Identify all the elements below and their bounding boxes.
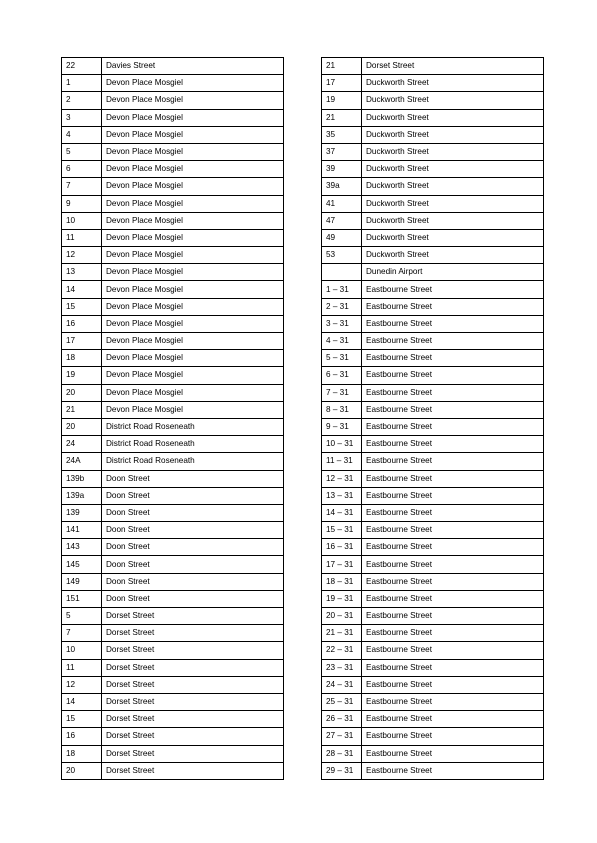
street-name-cell: Dorset Street	[102, 625, 284, 642]
street-number-cell: 12	[62, 676, 102, 693]
street-name-cell: Eastbourne Street	[362, 487, 544, 504]
street-name-cell: Eastbourne Street	[362, 453, 544, 470]
street-number-cell: 5	[62, 608, 102, 625]
table-row	[62, 75, 284, 92]
street-number-cell: 21	[62, 401, 102, 418]
table-row	[62, 229, 284, 246]
table-row	[62, 711, 284, 728]
street-name-cell: Devon Place Mosgiel	[102, 143, 284, 160]
street-name-cell: Eastbourne Street	[362, 522, 544, 539]
street-name-cell: Dorset Street	[102, 642, 284, 659]
right-table-body	[322, 58, 544, 780]
street-name-cell: Devon Place Mosgiel	[102, 384, 284, 401]
table-row	[322, 608, 544, 625]
street-name-cell: Doon Street	[102, 470, 284, 487]
table-row	[322, 436, 544, 453]
street-number-cell: 16	[62, 315, 102, 332]
street-number-cell: 2	[62, 92, 102, 109]
street-name-cell: District Road Roseneath	[102, 453, 284, 470]
street-number-cell: 19	[62, 367, 102, 384]
street-name-cell: Doon Street	[102, 556, 284, 573]
left-address-table	[61, 57, 284, 780]
table-row	[322, 573, 544, 590]
street-number-cell: 15	[62, 298, 102, 315]
street-number-cell: 12 – 31	[322, 470, 362, 487]
table-row	[322, 333, 544, 350]
street-number-cell: 7	[62, 178, 102, 195]
table-row	[62, 264, 284, 281]
table-row	[322, 745, 544, 762]
table-row	[62, 556, 284, 573]
street-name-cell: Eastbourne Street	[362, 608, 544, 625]
table-row	[62, 676, 284, 693]
street-name-cell: Eastbourne Street	[362, 625, 544, 642]
street-name-cell: Eastbourne Street	[362, 504, 544, 521]
street-number-cell: 14 – 31	[322, 504, 362, 521]
table-row	[322, 693, 544, 710]
street-number-cell: 26 – 31	[322, 711, 362, 728]
table-row	[322, 711, 544, 728]
street-number-cell: 20	[62, 418, 102, 435]
street-name-cell: Devon Place Mosgiel	[102, 401, 284, 418]
table-row	[322, 367, 544, 384]
street-name-cell: Eastbourne Street	[362, 384, 544, 401]
street-name-cell: Dorset Street	[102, 659, 284, 676]
street-number-cell: 16 – 31	[322, 539, 362, 556]
street-name-cell: Devon Place Mosgiel	[102, 229, 284, 246]
street-name-cell: Duckworth Street	[362, 212, 544, 229]
street-name-cell: Duckworth Street	[362, 92, 544, 109]
street-name-cell: District Road Roseneath	[102, 436, 284, 453]
table-row	[62, 539, 284, 556]
street-number-cell: 1 – 31	[322, 281, 362, 298]
table-row	[322, 126, 544, 143]
table-row	[322, 762, 544, 779]
right-address-table	[321, 57, 544, 780]
street-name-cell: Eastbourne Street	[362, 659, 544, 676]
table-row	[62, 659, 284, 676]
street-number-cell: 27 – 31	[322, 728, 362, 745]
table-row	[62, 693, 284, 710]
street-name-cell: Dunedin Airport	[362, 264, 544, 281]
street-number-cell: 5	[62, 143, 102, 160]
table-row	[62, 401, 284, 418]
street-number-cell: 39a	[322, 178, 362, 195]
street-number-cell: 17 – 31	[322, 556, 362, 573]
street-number-cell: 21	[322, 58, 362, 75]
street-number-cell: 21 – 31	[322, 625, 362, 642]
street-name-cell: Devon Place Mosgiel	[102, 212, 284, 229]
street-name-cell: Devon Place Mosgiel	[102, 264, 284, 281]
street-number-cell: 37	[322, 143, 362, 160]
street-name-cell: Dorset Street	[362, 58, 544, 75]
street-number-cell: 5 – 31	[322, 350, 362, 367]
street-name-cell: Duckworth Street	[362, 195, 544, 212]
table-row	[62, 161, 284, 178]
table-row	[62, 212, 284, 229]
table-row	[322, 504, 544, 521]
table-row	[62, 504, 284, 521]
street-number-cell: 7 – 31	[322, 384, 362, 401]
table-row	[62, 608, 284, 625]
table-row	[62, 625, 284, 642]
table-row	[62, 642, 284, 659]
street-name-cell: Eastbourne Street	[362, 367, 544, 384]
table-row	[322, 178, 544, 195]
street-number-cell: 149	[62, 573, 102, 590]
street-name-cell: Devon Place Mosgiel	[102, 247, 284, 264]
street-name-cell: Eastbourne Street	[362, 418, 544, 435]
street-name-cell: Dorset Street	[102, 745, 284, 762]
table-row	[322, 109, 544, 126]
street-number-cell: 139	[62, 504, 102, 521]
table-row	[62, 453, 284, 470]
street-number-cell: 47	[322, 212, 362, 229]
street-name-cell: Duckworth Street	[362, 161, 544, 178]
street-name-cell: District Road Roseneath	[102, 418, 284, 435]
table-row	[322, 676, 544, 693]
street-number-cell: 53	[322, 247, 362, 264]
street-number-cell: 20 – 31	[322, 608, 362, 625]
street-number-cell: 151	[62, 590, 102, 607]
table-row	[322, 281, 544, 298]
street-number-cell: 2 – 31	[322, 298, 362, 315]
street-number-cell: 49	[322, 229, 362, 246]
table-row	[62, 195, 284, 212]
street-number-cell: 15	[62, 711, 102, 728]
street-number-cell: 16	[62, 728, 102, 745]
table-row	[62, 418, 284, 435]
table-row	[62, 143, 284, 160]
table-row	[322, 453, 544, 470]
street-number-cell: 35	[322, 126, 362, 143]
street-name-cell: Devon Place Mosgiel	[102, 178, 284, 195]
street-name-cell: Devon Place Mosgiel	[102, 92, 284, 109]
street-name-cell: Eastbourne Street	[362, 350, 544, 367]
street-number-cell: 10 – 31	[322, 436, 362, 453]
table-row	[62, 745, 284, 762]
street-name-cell: Devon Place Mosgiel	[102, 75, 284, 92]
street-name-cell: Eastbourne Street	[362, 762, 544, 779]
table-row	[62, 126, 284, 143]
table-row	[322, 143, 544, 160]
table-row	[62, 281, 284, 298]
street-name-cell: Eastbourne Street	[362, 676, 544, 693]
table-row	[62, 315, 284, 332]
table-row	[322, 728, 544, 745]
table-row	[322, 298, 544, 315]
street-name-cell: Doon Street	[102, 522, 284, 539]
street-number-cell: 9	[62, 195, 102, 212]
table-row	[322, 522, 544, 539]
street-number-cell: 11 – 31	[322, 453, 362, 470]
street-number-cell: 10	[62, 642, 102, 659]
street-name-cell: Devon Place Mosgiel	[102, 109, 284, 126]
street-name-cell: Eastbourne Street	[362, 693, 544, 710]
street-number-cell: 3	[62, 109, 102, 126]
street-number-cell: 20	[62, 762, 102, 779]
street-name-cell: Duckworth Street	[362, 143, 544, 160]
street-name-cell: Duckworth Street	[362, 247, 544, 264]
street-name-cell: Eastbourne Street	[362, 745, 544, 762]
table-row	[62, 728, 284, 745]
table-row	[62, 178, 284, 195]
street-name-cell: Eastbourne Street	[362, 556, 544, 573]
street-name-cell: Dorset Street	[102, 762, 284, 779]
street-number-cell: 24	[62, 436, 102, 453]
street-number-cell: 17	[322, 75, 362, 92]
table-row	[62, 762, 284, 779]
table-row	[62, 470, 284, 487]
street-name-cell: Devon Place Mosgiel	[102, 281, 284, 298]
street-number-cell: 145	[62, 556, 102, 573]
street-name-cell: Eastbourne Street	[362, 281, 544, 298]
street-name-cell: Eastbourne Street	[362, 728, 544, 745]
street-number-cell: 41	[322, 195, 362, 212]
table-row	[62, 367, 284, 384]
table-row	[62, 522, 284, 539]
street-name-cell: Eastbourne Street	[362, 539, 544, 556]
table-row	[322, 161, 544, 178]
street-number-cell: 18	[62, 745, 102, 762]
table-row	[322, 418, 544, 435]
street-number-cell: 15 – 31	[322, 522, 362, 539]
street-number-cell: 18	[62, 350, 102, 367]
street-name-cell: Eastbourne Street	[362, 333, 544, 350]
street-number-cell: 22 – 31	[322, 642, 362, 659]
street-number-cell: 39	[322, 161, 362, 178]
street-name-cell: Duckworth Street	[362, 126, 544, 143]
table-row	[62, 58, 284, 75]
left-table-body	[62, 58, 284, 780]
street-name-cell: Eastbourne Street	[362, 315, 544, 332]
table-row	[322, 384, 544, 401]
table-row	[62, 92, 284, 109]
table-row	[322, 229, 544, 246]
table-row	[62, 573, 284, 590]
table-row	[322, 247, 544, 264]
table-row	[322, 625, 544, 642]
street-number-cell: 6 – 31	[322, 367, 362, 384]
street-name-cell: Eastbourne Street	[362, 573, 544, 590]
table-row	[322, 92, 544, 109]
street-number-cell	[322, 264, 362, 281]
street-name-cell: Dorset Street	[102, 676, 284, 693]
table-row	[322, 659, 544, 676]
street-name-cell: Eastbourne Street	[362, 436, 544, 453]
table-row	[62, 590, 284, 607]
street-number-cell: 4	[62, 126, 102, 143]
table-row	[322, 264, 544, 281]
table-row	[62, 487, 284, 504]
table-row	[62, 436, 284, 453]
street-number-cell: 18 – 31	[322, 573, 362, 590]
street-name-cell: Davies Street	[102, 58, 284, 75]
table-row	[322, 401, 544, 418]
street-number-cell: 28 – 31	[322, 745, 362, 762]
street-name-cell: Devon Place Mosgiel	[102, 315, 284, 332]
street-number-cell: 25 – 31	[322, 693, 362, 710]
street-number-cell: 22	[62, 58, 102, 75]
street-number-cell: 19 – 31	[322, 590, 362, 607]
street-name-cell: Eastbourne Street	[362, 590, 544, 607]
street-number-cell: 139b	[62, 470, 102, 487]
street-number-cell: 139a	[62, 487, 102, 504]
street-name-cell: Eastbourne Street	[362, 298, 544, 315]
street-name-cell: Doon Street	[102, 539, 284, 556]
street-number-cell: 6	[62, 161, 102, 178]
street-name-cell: Dorset Street	[102, 608, 284, 625]
street-number-cell: 13 – 31	[322, 487, 362, 504]
street-number-cell: 8 – 31	[322, 401, 362, 418]
street-number-cell: 1	[62, 75, 102, 92]
street-name-cell: Duckworth Street	[362, 109, 544, 126]
street-name-cell: Doon Street	[102, 504, 284, 521]
table-row	[322, 539, 544, 556]
table-row	[62, 333, 284, 350]
table-row	[62, 109, 284, 126]
table-row	[322, 642, 544, 659]
table-row	[322, 487, 544, 504]
table-row	[322, 350, 544, 367]
street-number-cell: 13	[62, 264, 102, 281]
street-number-cell: 14	[62, 693, 102, 710]
street-number-cell: 7	[62, 625, 102, 642]
street-name-cell: Devon Place Mosgiel	[102, 161, 284, 178]
table-row	[322, 590, 544, 607]
street-name-cell: Duckworth Street	[362, 229, 544, 246]
street-number-cell: 14	[62, 281, 102, 298]
street-number-cell: 11	[62, 659, 102, 676]
street-number-cell: 19	[322, 92, 362, 109]
table-row	[322, 470, 544, 487]
street-name-cell: Dorset Street	[102, 711, 284, 728]
street-name-cell: Devon Place Mosgiel	[102, 298, 284, 315]
table-row	[62, 350, 284, 367]
street-number-cell: 4 – 31	[322, 333, 362, 350]
street-name-cell: Doon Street	[102, 590, 284, 607]
street-number-cell: 29 – 31	[322, 762, 362, 779]
street-name-cell: Dorset Street	[102, 693, 284, 710]
street-name-cell: Devon Place Mosgiel	[102, 367, 284, 384]
street-name-cell: Eastbourne Street	[362, 401, 544, 418]
table-row	[322, 212, 544, 229]
street-name-cell: Doon Street	[102, 573, 284, 590]
street-number-cell: 24A	[62, 453, 102, 470]
street-number-cell: 11	[62, 229, 102, 246]
street-number-cell: 21	[322, 109, 362, 126]
street-number-cell: 141	[62, 522, 102, 539]
street-name-cell: Eastbourne Street	[362, 470, 544, 487]
table-row	[322, 556, 544, 573]
table-row	[322, 195, 544, 212]
street-name-cell: Duckworth Street	[362, 178, 544, 195]
table-row	[322, 75, 544, 92]
table-row	[62, 298, 284, 315]
street-number-cell: 23 – 31	[322, 659, 362, 676]
street-name-cell: Devon Place Mosgiel	[102, 126, 284, 143]
table-row	[62, 247, 284, 264]
table-row	[62, 384, 284, 401]
street-name-cell: Dorset Street	[102, 728, 284, 745]
street-name-cell: Devon Place Mosgiel	[102, 350, 284, 367]
street-number-cell: 3 – 31	[322, 315, 362, 332]
street-number-cell: 24 – 31	[322, 676, 362, 693]
street-name-cell: Doon Street	[102, 487, 284, 504]
street-name-cell: Eastbourne Street	[362, 642, 544, 659]
street-name-cell: Eastbourne Street	[362, 711, 544, 728]
street-number-cell: 17	[62, 333, 102, 350]
table-row	[322, 315, 544, 332]
street-number-cell: 12	[62, 247, 102, 264]
street-number-cell: 9 – 31	[322, 418, 362, 435]
street-name-cell: Devon Place Mosgiel	[102, 195, 284, 212]
table-row	[322, 58, 544, 75]
street-number-cell: 143	[62, 539, 102, 556]
street-name-cell: Duckworth Street	[362, 75, 544, 92]
street-name-cell: Devon Place Mosgiel	[102, 333, 284, 350]
street-number-cell: 10	[62, 212, 102, 229]
street-number-cell: 20	[62, 384, 102, 401]
